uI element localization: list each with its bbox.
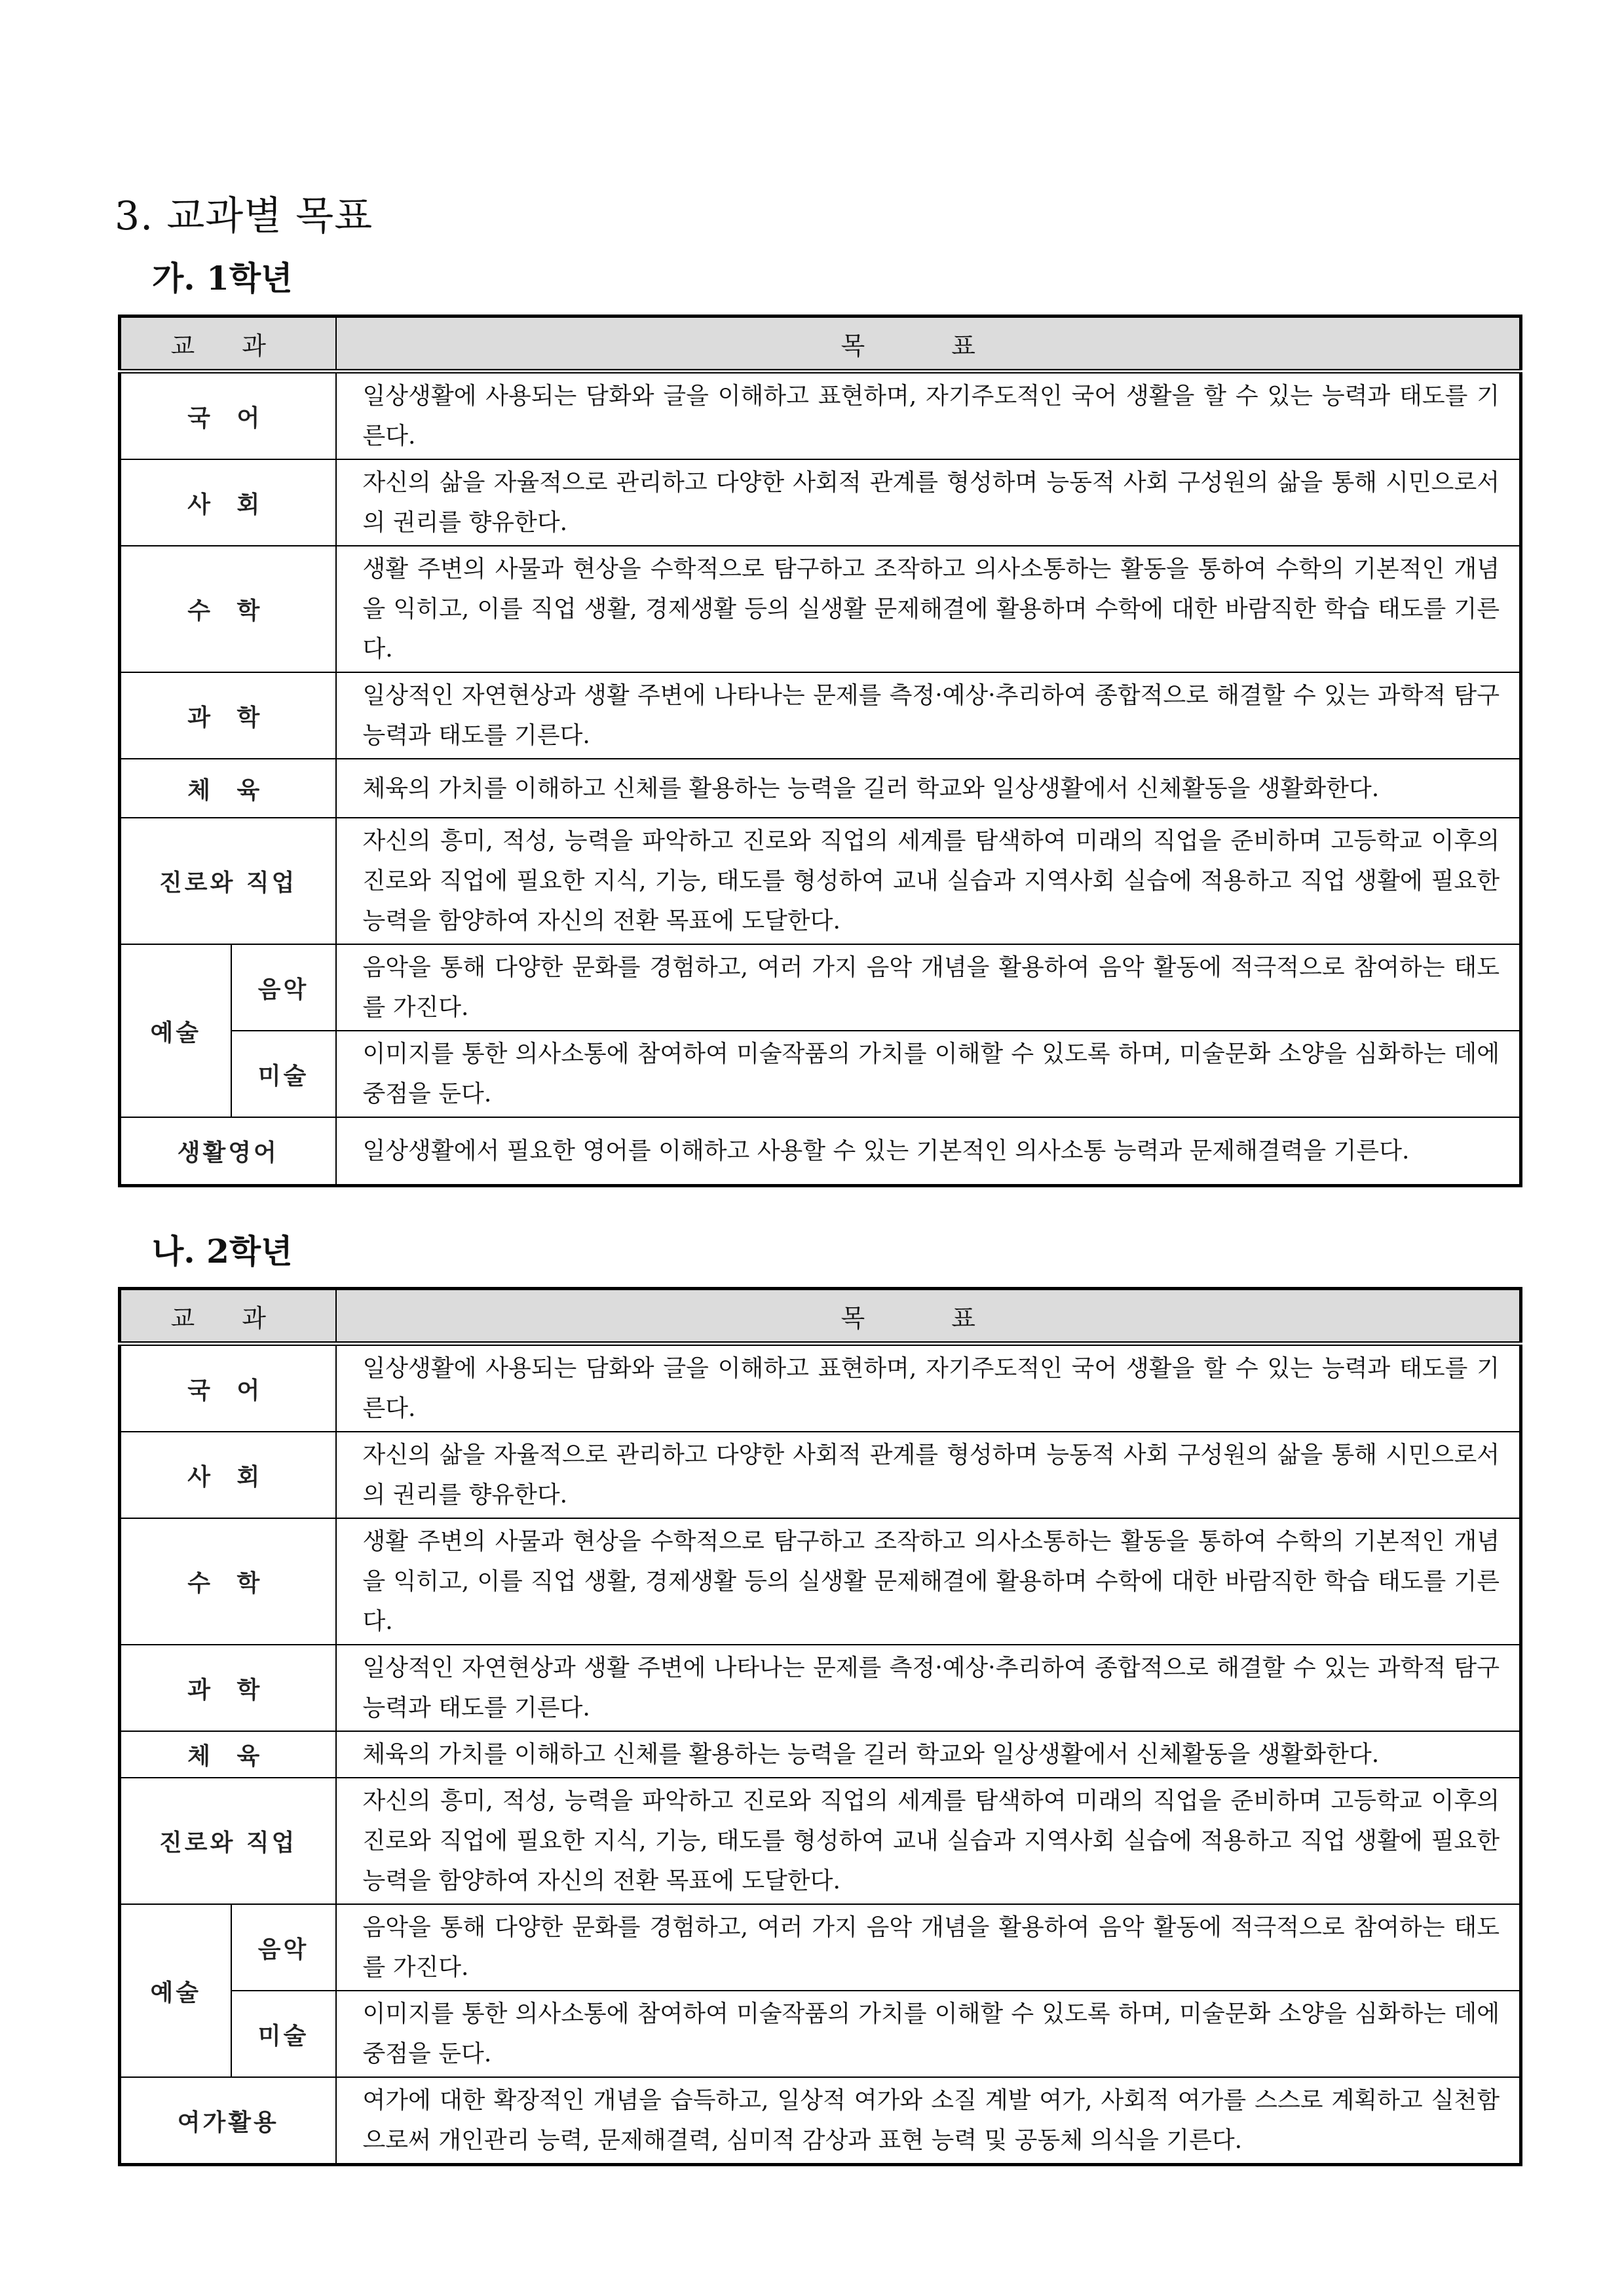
goal-cell: 일상적인 자연현상과 생활 주변에 나타나는 문제를 측정·예상·추리하여 종합적으로 해결할 수 있는 과학적 탐구 능력과 태도를 기른다. bbox=[336, 672, 1521, 759]
goal-cell: 음악을 통해 다양한 문화를 경험하고, 여러 가지 음악 개념을 활용하여 음악 활동에 적극적으로 참여하는 태도를 가진다. bbox=[336, 1904, 1521, 1991]
goal-cell: 체육의 가치를 이해하고 신체를 활용하는 능력을 길러 학교와 일상생활에서 신체활동을 생활화한다. bbox=[336, 1731, 1521, 1778]
subject-column-header: 교 과 bbox=[120, 1289, 336, 1344]
table-row bbox=[120, 759, 1521, 818]
subject-group-cell: 예술 bbox=[120, 1904, 231, 2077]
goal-cell: 여가에 대한 확장적인 개념을 습득하고, 일상적 여가와 소질 계발 여가, 사회적 여가를 스스로 계획하고 실천함으로써 개인관리 능력, 문제해결력, 심미적 감상과 표현 능력 및 공동체 의식을 기른다. bbox=[336, 2077, 1521, 2165]
table-row bbox=[120, 1518, 1521, 1645]
subject-cell: 여가활용 bbox=[120, 2077, 336, 2165]
grade1-title: 가. 1학년 bbox=[152, 259, 293, 297]
table-header-row bbox=[120, 316, 1521, 372]
goal-cell: 자신의 흥미, 적성, 능력을 파악하고 진로와 직업의 세계를 탐색하여 미래의 직업을 준비하며 고등학교 이후의 진로와 직업에 필요한 지식, 기능, 태도를 형성하여 교내 실습과 지역사회 실습에 적용하고 직업 생활에 필요한 능력을 함양하여 자신의 전환 목표에 도달한다. bbox=[336, 818, 1521, 944]
subject-cell: 체 육 bbox=[120, 759, 336, 818]
subject-cell: 수 학 bbox=[120, 546, 336, 672]
table-row bbox=[120, 818, 1521, 944]
table-row bbox=[120, 1117, 1521, 1185]
subject-cell: 국 어 bbox=[120, 372, 336, 460]
table-header-row bbox=[120, 1289, 1521, 1344]
subject-cell: 수 학 bbox=[120, 1518, 336, 1645]
goal-column-header: 목 표 bbox=[336, 316, 1521, 372]
subject-cell: 진로와 직업 bbox=[120, 818, 336, 944]
table-row bbox=[120, 1778, 1521, 1904]
goal-cell: 자신의 삶을 자율적으로 관리하고 다양한 사회적 관계를 형성하며 능동적 사회 구성원의 삶을 통해 시민으로서의 권리를 향유한다. bbox=[336, 1432, 1521, 1518]
goal-cell: 자신의 삶을 자율적으로 관리하고 다양한 사회적 관계를 형성하며 능동적 사회 구성원의 삶을 통해 시민으로서의 권리를 향유한다. bbox=[336, 459, 1521, 546]
table-row bbox=[120, 1031, 1521, 1117]
goal-cell: 이미지를 통한 의사소통에 참여하여 미술작품의 가치를 이해할 수 있도록 하며, 미술문화 소양을 심화하는 데에 중점을 둔다. bbox=[336, 1991, 1521, 2077]
table-row bbox=[120, 944, 1521, 1031]
goal-column-header: 목 표 bbox=[336, 1289, 1521, 1344]
goal-cell: 일상생활에 사용되는 담화와 글을 이해하고 표현하며, 자기주도적인 국어 생활을 할 수 있는 능력과 태도를 기른다. bbox=[336, 1344, 1521, 1432]
table-row bbox=[120, 459, 1521, 546]
table-row bbox=[120, 546, 1521, 672]
subject-cell: 진로와 직업 bbox=[120, 1778, 336, 1904]
goal-cell: 일상적인 자연현상과 생활 주변에 나타나는 문제를 측정·예상·추리하여 종합적으로 해결할 수 있는 과학적 탐구 능력과 태도를 기른다. bbox=[336, 1645, 1521, 1731]
table-row bbox=[120, 1904, 1521, 1991]
grade2-goals-table bbox=[118, 1287, 1522, 2166]
subject-cell: 생활영어 bbox=[120, 1117, 336, 1185]
subject-cell: 사 회 bbox=[120, 1432, 336, 1518]
subsubject-cell: 음악 bbox=[231, 1904, 336, 1991]
goal-cell: 체육의 가치를 이해하고 신체를 활용하는 능력을 길러 학교와 일상생활에서 신체활동을 생활화한다. bbox=[336, 759, 1521, 818]
goal-cell: 이미지를 통한 의사소통에 참여하여 미술작품의 가치를 이해할 수 있도록 하며, 미술문화 소양을 심화하는 데에 중점을 둔다. bbox=[336, 1031, 1521, 1117]
goal-cell: 자신의 흥미, 적성, 능력을 파악하고 진로와 직업의 세계를 탐색하여 미래의 직업을 준비하며 고등학교 이후의 진로와 직업에 필요한 지식, 기능, 태도를 형성하여 교내 실습과 지역사회 실습에 적용하고 직업 생활에 필요한 능력을 함양하여 자신의 전환 목표에 도달한다. bbox=[336, 1778, 1521, 1904]
table-row bbox=[120, 1432, 1521, 1518]
goal-cell: 생활 주변의 사물과 현상을 수학적으로 탐구하고 조작하고 의사소통하는 활동을 통하여 수학의 기본적인 개념을 익히고, 이를 직업 생활, 경제생활 등의 실생활 문제해결에 활용하며 수학에 대한 바람직한 학습 태도를 기른다. bbox=[336, 1518, 1521, 1645]
goal-cell: 일상생활에서 필요한 영어를 이해하고 사용할 수 있는 기본적인 의사소통 능력과 문제해결력을 기른다. bbox=[336, 1117, 1521, 1185]
subject-cell: 국 어 bbox=[120, 1344, 336, 1432]
table-row bbox=[120, 1991, 1521, 2077]
subject-cell: 체 육 bbox=[120, 1731, 336, 1778]
table-row bbox=[120, 672, 1521, 759]
subsubject-cell: 음악 bbox=[231, 944, 336, 1031]
subject-cell: 과 학 bbox=[120, 672, 336, 759]
table-row bbox=[120, 372, 1521, 460]
grade1-goals-table bbox=[118, 315, 1522, 1187]
goal-cell: 일상생활에 사용되는 담화와 글을 이해하고 표현하며, 자기주도적인 국어 생활을 할 수 있는 능력과 태도를 기른다. bbox=[336, 372, 1521, 460]
subject-column-header: 교 과 bbox=[120, 316, 336, 372]
goal-cell: 생활 주변의 사물과 현상을 수학적으로 탐구하고 조작하고 의사소통하는 활동을 통하여 수학의 기본적인 개념을 익히고, 이를 직업 생활, 경제생활 등의 실생활 문제해결에 활용하며 수학에 대한 바람직한 학습 태도를 기른다. bbox=[336, 546, 1521, 672]
subject-group-cell: 예술 bbox=[120, 944, 231, 1117]
subject-cell: 사 회 bbox=[120, 459, 336, 546]
goal-cell: 음악을 통해 다양한 문화를 경험하고, 여러 가지 음악 개념을 활용하여 음악 활동에 적극적으로 참여하는 태도를 가진다. bbox=[336, 944, 1521, 1031]
subject-cell: 과 학 bbox=[120, 1645, 336, 1731]
table-row bbox=[120, 1645, 1521, 1731]
subsubject-cell: 미술 bbox=[231, 1031, 336, 1117]
table-row bbox=[120, 2077, 1521, 2165]
grade2-title: 나. 2학년 bbox=[152, 1232, 293, 1271]
table-row bbox=[120, 1344, 1521, 1432]
table-row bbox=[120, 1731, 1521, 1778]
section-title: 3. 교과별 목표 bbox=[115, 193, 373, 239]
subsubject-cell: 미술 bbox=[231, 1991, 336, 2077]
